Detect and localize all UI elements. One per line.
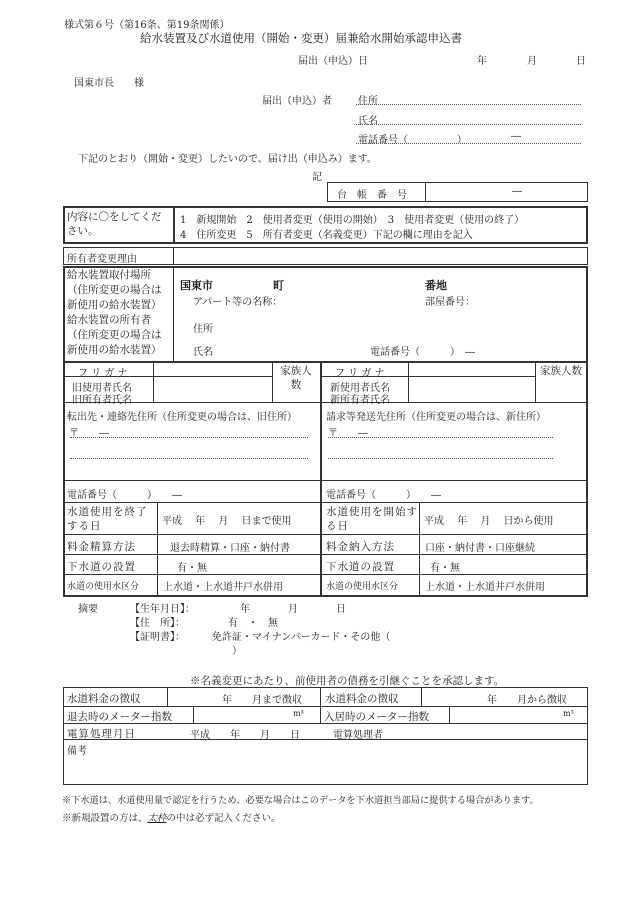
start-date-value[interactable]: 平成 年 月 日から使用 (424, 516, 554, 527)
resident-value[interactable]: 有 ・ 無 (228, 618, 278, 629)
birth-day[interactable]: 日 (336, 604, 346, 615)
pay-value[interactable]: 口座・納付書・口座継続 (425, 543, 535, 554)
proc-date[interactable]: 平成 年 月 日 (190, 730, 300, 741)
birth-label: 【生年月日】： (130, 604, 195, 615)
owner-phone[interactable]: 電話番号（ ） ― (370, 347, 475, 358)
transfer-phone[interactable]: 電話番号（ ） ― (67, 490, 182, 501)
right-furigana-label: フ リ ガ ナ (335, 368, 385, 379)
date-day[interactable]: 日 (576, 56, 586, 67)
date-month[interactable]: 月 (527, 56, 537, 67)
collect-right-value[interactable]: 年 月から徴収 (487, 695, 567, 706)
id-value[interactable]: 免許証・マイナンバーカード・その他（ (212, 632, 391, 643)
applicant-phone-field[interactable] (356, 143, 581, 144)
transfer-note: ※名義変更にあたり、前使用者の債務を引継ぐことを承認します。 (190, 675, 505, 687)
remarks-field[interactable] (100, 742, 580, 782)
owner-address[interactable]: 住所 (193, 324, 213, 335)
ledger-number-field[interactable]: ― (512, 186, 522, 197)
right-sewer-value[interactable]: 有・無 (430, 563, 460, 574)
left-class-value[interactable]: 上水道・上水道井戸水併用 (163, 582, 283, 593)
meter-right-label: 入居時のメーター指数 (324, 711, 429, 723)
transfer-address-label: 転出先・連絡先住所（住所変更の場合は、旧住所） (67, 412, 297, 423)
old-name-field[interactable] (156, 379, 268, 399)
date-year[interactable]: 年 (477, 56, 487, 67)
date-label: 届出（申込）日 (298, 56, 368, 67)
applicant-phone-label: 電話番号（ (358, 135, 408, 146)
new-owner-name-label: 新所有者氏名 (330, 395, 390, 406)
install-town[interactable]: 町 (273, 279, 284, 292)
id-label: 【証明書】： (130, 632, 185, 643)
collect-left-value[interactable]: 年 月まで徴収 (222, 695, 302, 706)
proc-person-label: 電算処理者 (333, 730, 383, 741)
end-date-value[interactable]: 平成 年 月 日まで使用 (162, 516, 292, 527)
applicant-address-label: 住所 (358, 96, 378, 107)
start-date-label: 水道使用を開始する日 (326, 506, 418, 532)
meter-right-field[interactable] (454, 708, 558, 721)
meter-left-label: 退去時のメーター指数 (67, 711, 172, 723)
left-family-label: 家族人数 (280, 365, 312, 391)
applicant-address-field[interactable] (356, 104, 581, 105)
pay-label: 料金納入方法 (326, 541, 395, 553)
install-room[interactable]: 部屋番号： (425, 297, 475, 308)
left-sewer-label: 下水道の設置 (67, 561, 136, 573)
meter-right-unit: m³ (563, 709, 574, 718)
applicant-phone-dash: ― (511, 131, 521, 142)
intro-text: 下記のとおり（開始・変更）したいので、届け出（申込み）ます。 (78, 154, 377, 165)
footer-note-sewer: ※下水道は、水道使用量で認定を行うため、必要な場合はこのデータを下水道担当部局に提供する場合があります。 (62, 795, 539, 806)
right-class-label: 水道の使用水区分 (326, 582, 399, 592)
owner-name[interactable]: 氏名 (193, 347, 213, 358)
new-name-field[interactable] (411, 379, 531, 399)
owner-change-label: 所有者変更理由 (67, 254, 137, 265)
collect-right-label: 水道料金の徴収 (325, 693, 399, 705)
install-labels: 給水装置取付場所 （住所変更の場合は 新使用の給水装置） 給水装置の所有者 （住所変更の場合は 新使用の給水装置） (67, 269, 162, 356)
remarks-label: 備考 (67, 746, 87, 757)
settle-label: 料金精算方法 (67, 541, 136, 553)
billing-phone[interactable]: 電話番号（ ） ― (326, 490, 441, 501)
transfer-postal[interactable]: 〒 ― (69, 428, 109, 439)
owner-change-field[interactable] (178, 249, 578, 263)
addressee: 国東市長 様 (74, 78, 144, 89)
collect-left-label: 水道料金の徴収 (67, 693, 141, 705)
summary-label: 摘要 (78, 604, 98, 615)
left-furigana-label: フ リ ガ ナ (78, 368, 128, 379)
right-family-label: 家族人数 (540, 365, 582, 377)
install-banchi[interactable]: 番地 (425, 279, 447, 292)
meter-left-unit: m³ (293, 709, 304, 718)
content-options-line2[interactable]: 4 住所変更 5 所有者変更（名義変更）下記の欄に理由を記入 (180, 230, 473, 241)
old-owner-name-label: 旧所有者氏名 (72, 395, 132, 406)
billing-address-label: 請求等発送先住所（住所変更の場合は、新住所） (326, 412, 546, 423)
install-city: 国東市 (180, 279, 213, 292)
install-apartment[interactable]: アパート等の名称： (193, 297, 283, 308)
ki-label: 記 (312, 172, 322, 183)
applicant-phone-close: ） (457, 135, 467, 146)
right-furigana-field[interactable] (411, 364, 531, 376)
old-user-name-label: 旧使用者氏名 (72, 383, 132, 394)
footer-note-bold: ※新規設置の方は、太枠の中は必ず記入ください。 (62, 813, 281, 824)
content-options-line1[interactable]: 1 新規開始 2 使用者変更（使用の開始） 3 使用者変更（使用の終了） (180, 215, 525, 226)
applicant-label: 届出（申込）者 (262, 96, 332, 107)
proc-label: 電算処理月日 (67, 728, 136, 740)
right-class-value[interactable]: 上水道・上水道井戸水併用 (425, 582, 545, 593)
applicant-name-field[interactable] (356, 124, 581, 125)
left-class-label: 水道の使用水区分 (67, 582, 140, 592)
new-user-name-label: 新使用者氏名 (330, 383, 390, 394)
resident-label: 【住 所】： (130, 618, 185, 629)
right-sewer-label: 下水道の設置 (326, 561, 395, 573)
applicant-name-label: 氏名 (358, 116, 378, 127)
ledger-label: 台 帳 番 号 (337, 190, 407, 201)
content-label: 内容に〇をしてください。 (67, 211, 162, 237)
form-number: 様式第６号（第16条、第19条関係） (64, 20, 230, 31)
settle-value[interactable]: 退去時精算・口座・納付書 (170, 543, 290, 554)
left-sewer-value[interactable]: 有・無 (177, 563, 207, 574)
page-title: 給水装置及び水道使用（開始・変更）届兼給水開始承認申込書 (140, 31, 462, 45)
birth-month[interactable]: 月 (288, 604, 298, 615)
meter-left-field[interactable] (198, 708, 288, 721)
end-date-label: 水道使用を終了する日 (67, 506, 148, 532)
birth-year[interactable]: 年 (240, 604, 250, 615)
left-furigana-field[interactable] (156, 364, 268, 376)
billing-postal[interactable]: 〒 ― (328, 428, 368, 439)
id-close: ） (232, 646, 242, 657)
